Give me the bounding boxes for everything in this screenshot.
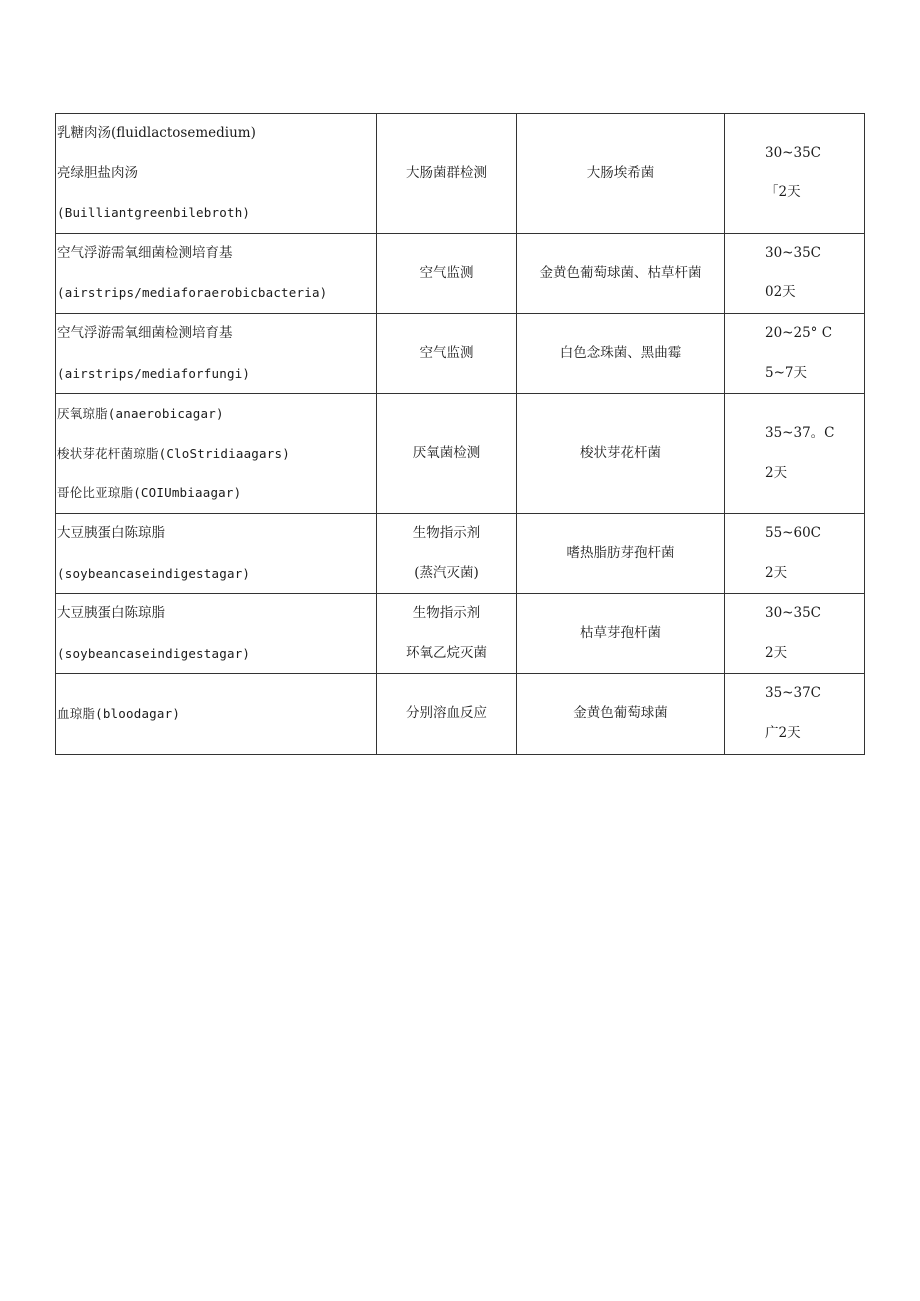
- medium-cell: [56, 394, 377, 514]
- medium-name: 空气浮游需氧细菌检测培育基: [57, 244, 233, 261]
- medium-name: 血琼脂(bloodagar): [57, 706, 181, 722]
- organism-text: 白色念珠菌、黑曲霉: [559, 344, 682, 361]
- medium-name: 乳糖肉汤(fluidlactosemedium): [57, 125, 256, 141]
- medium-cell: [56, 313, 377, 393]
- temperature-text: 35~37。C: [765, 424, 835, 441]
- purpose-text: 环氧乙烷灭菌: [406, 644, 487, 661]
- organism-text: 金黄色葡萄球菌、枯草杆菌: [539, 264, 702, 281]
- duration-text: 「2天: [765, 184, 801, 201]
- purpose-text: 空气监测: [419, 264, 474, 281]
- organism-text: 枯草芽孢杆菌: [580, 624, 661, 641]
- medium-cell: [56, 114, 377, 234]
- purpose-text: 分别溶血反应: [406, 705, 487, 722]
- table-row: [56, 114, 865, 234]
- purpose-text: (蒸汽灭菌): [414, 564, 479, 581]
- medium-name: 梭状芽花杆菌琼脂(CloStridiaagars): [57, 445, 290, 461]
- medium-cell: [56, 513, 377, 593]
- purpose-cell: [377, 594, 517, 674]
- condition-cell: [725, 674, 865, 754]
- duration-text: 2天: [765, 644, 788, 661]
- purpose-cell: [377, 394, 517, 514]
- duration-text: 2天: [765, 464, 788, 481]
- table-row: [56, 674, 865, 754]
- medium-name: 厌氧琼脂(anaerobicagar): [57, 406, 224, 422]
- medium-name: (soybeancaseindigestagar): [57, 645, 251, 661]
- condition-cell: [725, 313, 865, 393]
- organism-text: 大肠埃希菌: [586, 164, 655, 181]
- condition-cell: [725, 594, 865, 674]
- purpose-text: 大肠菌群检测: [406, 164, 487, 181]
- medium-name: 亮绿胆盐肉汤: [57, 164, 138, 181]
- purpose-text: 生物指示剂: [412, 605, 481, 622]
- table-row: [56, 394, 865, 514]
- temperature-text: 20~25° C: [765, 324, 833, 341]
- organism-cell: [517, 594, 725, 674]
- organism-cell: [517, 674, 725, 754]
- duration-text: 02天: [765, 284, 796, 301]
- temperature-text: 30~35C: [765, 244, 821, 261]
- medium-name: (Builliantgreenbilebroth): [57, 205, 251, 221]
- organism-cell: [517, 513, 725, 593]
- purpose-text: 厌氧菌检测: [412, 444, 481, 461]
- medium-name: 大豆胰蛋白陈琼脂: [57, 524, 165, 541]
- purpose-cell: [377, 313, 517, 393]
- temperature-text: 55~60C: [765, 524, 821, 541]
- medium-name: (airstrips/mediaforfungi): [57, 365, 251, 381]
- medium-cell: [56, 233, 377, 313]
- condition-cell: [725, 233, 865, 313]
- purpose-cell: [377, 513, 517, 593]
- organism-text: 梭状芽花杆菌: [580, 444, 661, 461]
- temperature-text: 35~37C: [765, 685, 821, 702]
- condition-cell: [725, 394, 865, 514]
- organism-cell: [517, 394, 725, 514]
- duration-text: 2天: [765, 564, 788, 581]
- temperature-text: 30~35C: [765, 605, 821, 622]
- temperature-text: 30~35C: [765, 144, 821, 161]
- medium-name: 空气浮游需氧细菌检测培育基: [57, 324, 233, 341]
- table-row: [56, 513, 865, 593]
- culture-media-table-container: [55, 113, 865, 755]
- medium-cell: [56, 594, 377, 674]
- medium-name: 哥伦比亚琼脂(COIUmbiaagar): [57, 485, 242, 501]
- purpose-cell: [377, 674, 517, 754]
- purpose-text: 生物指示剂: [412, 524, 481, 541]
- duration-text: 广2天: [765, 724, 801, 741]
- organism-cell: [517, 233, 725, 313]
- table-row: [56, 594, 865, 674]
- purpose-cell: [377, 233, 517, 313]
- organism-cell: [517, 114, 725, 234]
- purpose-cell: [377, 114, 517, 234]
- table-row: [56, 233, 865, 313]
- medium-name: (airstrips/mediaforaerobicbacteria): [57, 285, 328, 301]
- medium-cell: [56, 674, 377, 754]
- medium-name: (soybeancaseindigestagar): [57, 565, 251, 581]
- condition-cell: [725, 114, 865, 234]
- organism-cell: [517, 313, 725, 393]
- table-row: [56, 313, 865, 393]
- medium-name: 大豆胰蛋白陈琼脂: [57, 605, 165, 622]
- organism-text: 金黄色葡萄球菌: [573, 705, 668, 722]
- culture-media-table: [55, 113, 865, 755]
- purpose-text: 空气监测: [419, 344, 474, 361]
- condition-cell: [725, 513, 865, 593]
- duration-text: 5~7天: [765, 364, 807, 381]
- organism-text: 嗜热脂肪芽孢杆菌: [566, 544, 675, 561]
